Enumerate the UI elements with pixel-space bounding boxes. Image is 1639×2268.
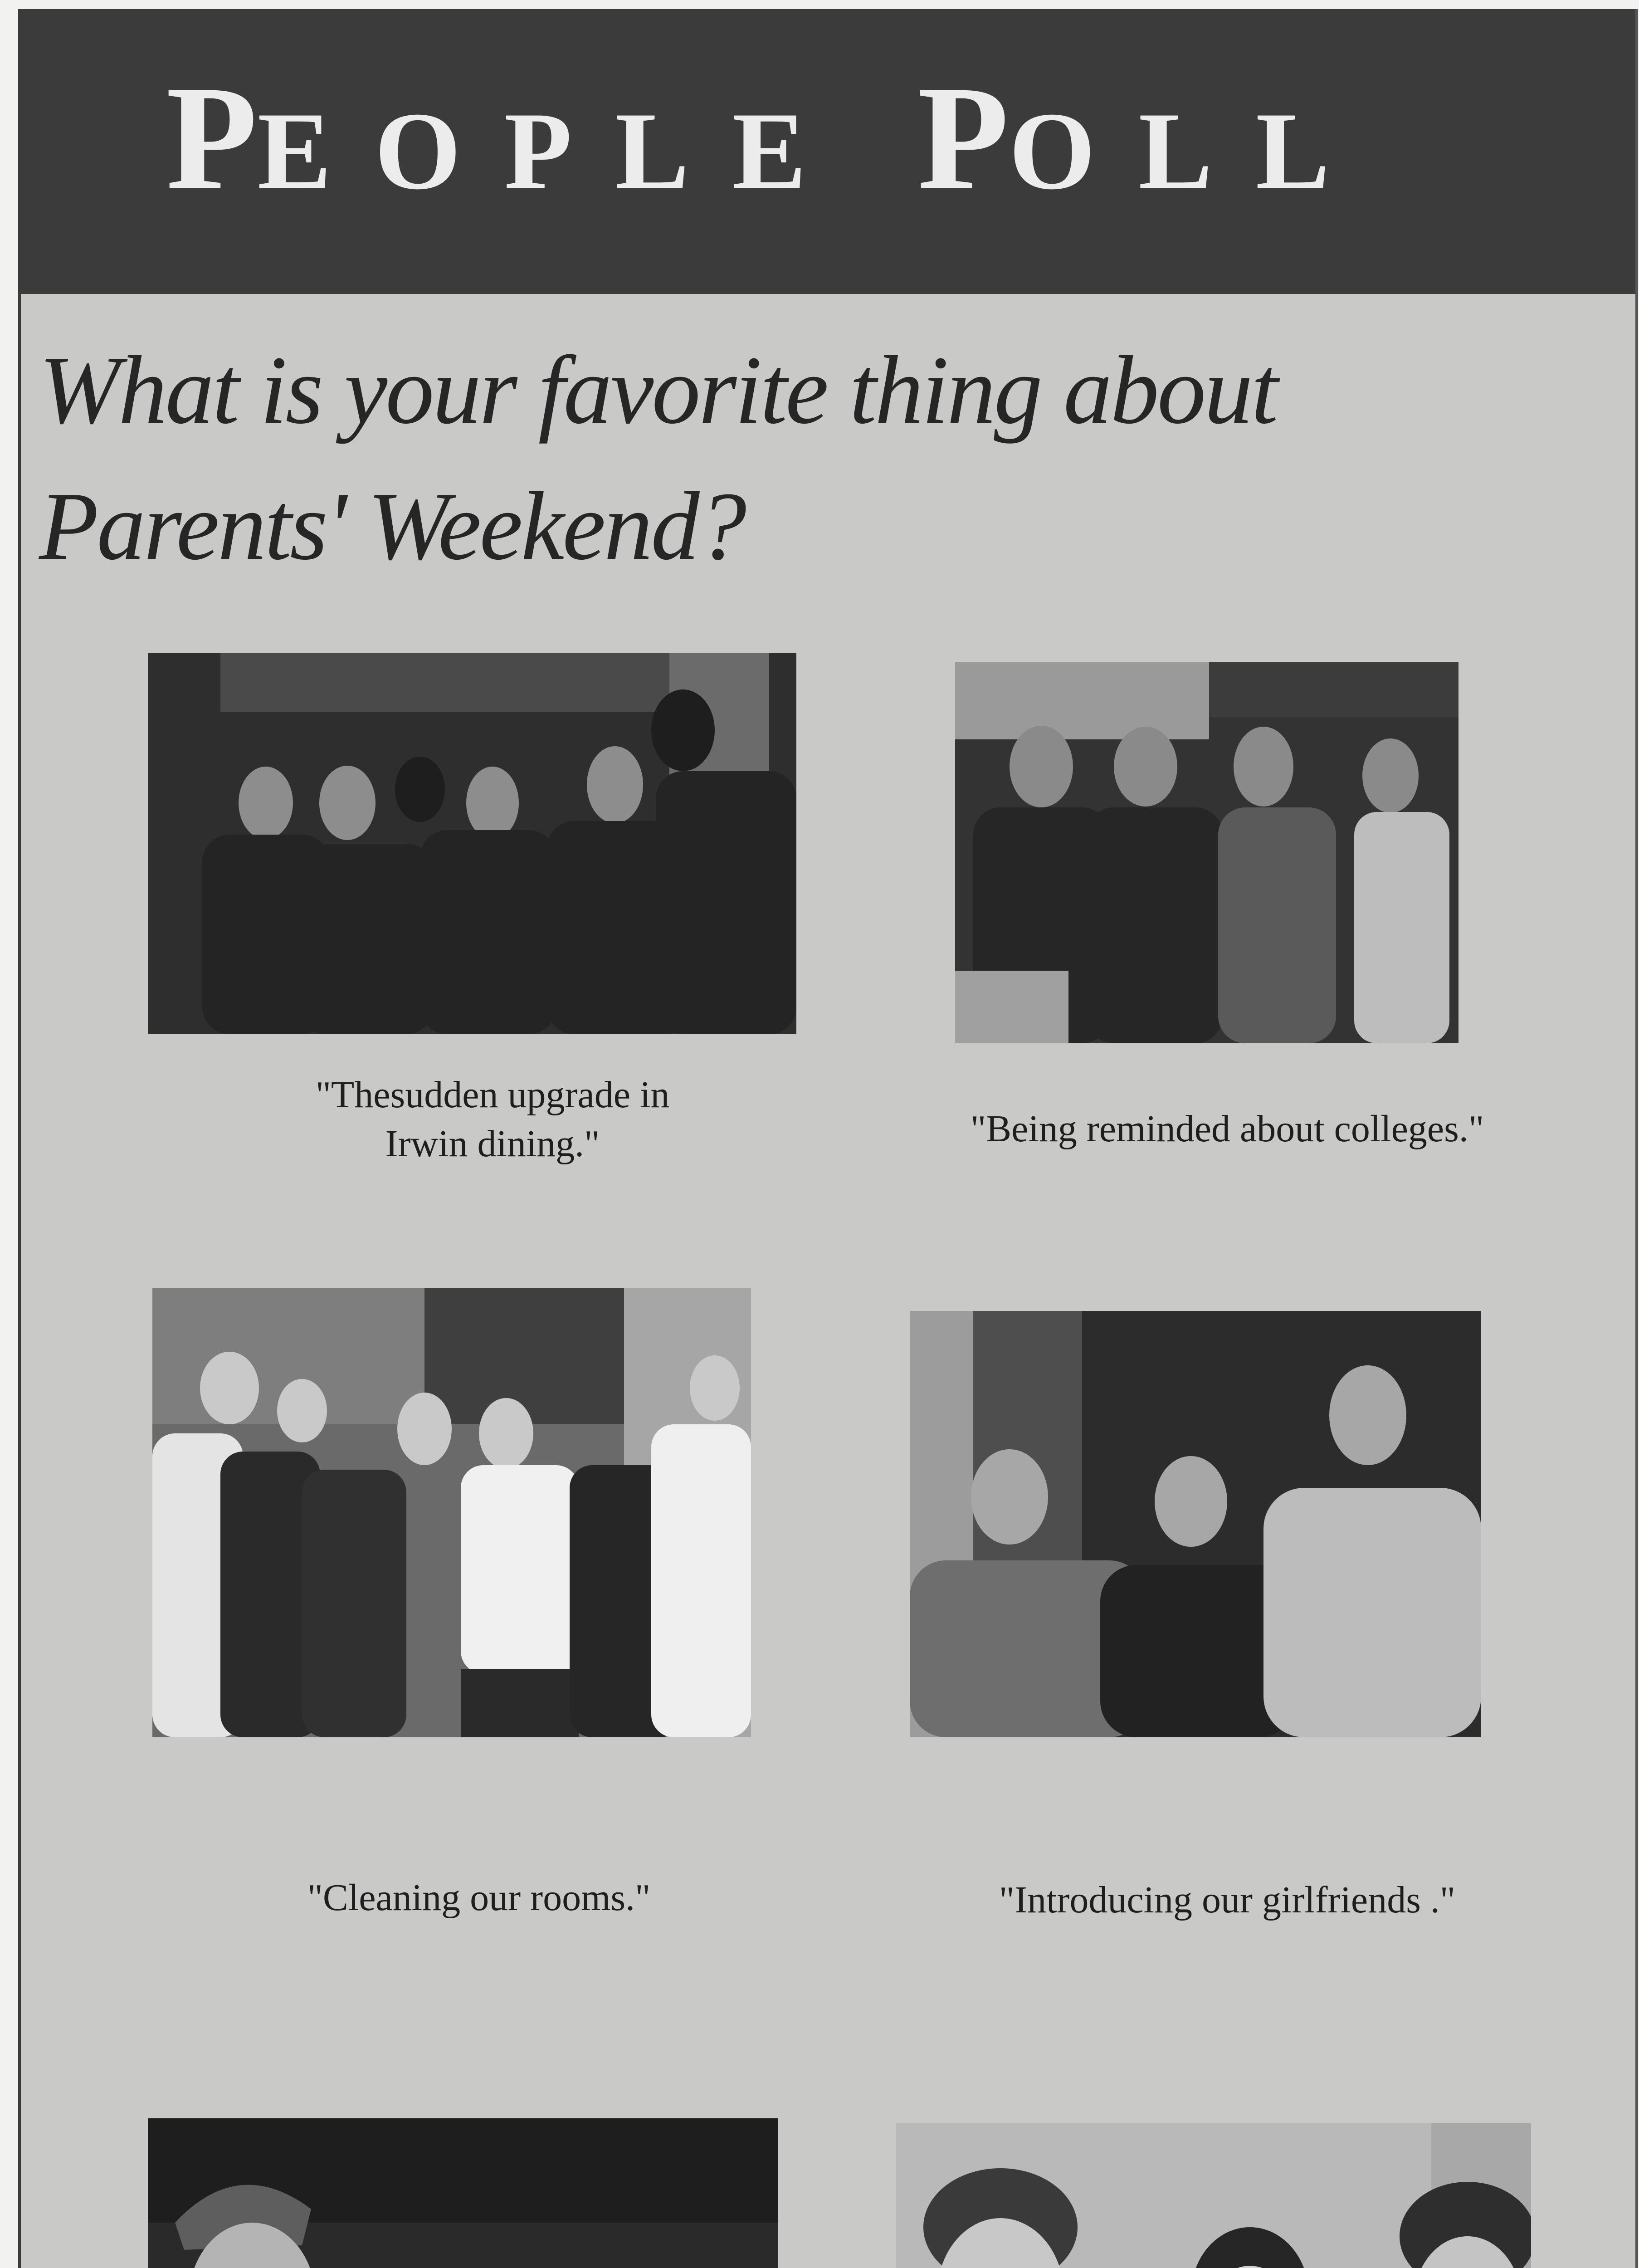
photo-3 <box>152 1288 751 1737</box>
caption-2 <box>883 1105 1572 1154</box>
caption-4-text: "Introducing our girlfriends ." <box>999 1879 1456 1921</box>
caption-1-line-1: "Thesudden upgrade in <box>315 1074 670 1116</box>
caption-4 <box>883 1876 1572 1925</box>
title-word-people: PEOPLE <box>166 55 850 221</box>
photo-2 <box>955 662 1459 1043</box>
page-title <box>166 55 1373 221</box>
newspaper-page <box>18 9 1638 2268</box>
photo-6 <box>896 2123 1531 2268</box>
photo-5 <box>148 2118 778 2268</box>
poll-question: What is your favorite thing about Parents' Weekend? <box>39 336 1277 580</box>
caption-3 <box>157 1873 801 1922</box>
title-banner <box>21 9 1635 294</box>
photo-1 <box>148 653 796 1034</box>
caption-1-line-2: Irwin dining." <box>385 1123 600 1165</box>
caption-3-text: "Cleaning our rooms." <box>307 1877 651 1919</box>
title-word-poll: POLL <box>917 55 1373 221</box>
photo-4 <box>910 1311 1481 1737</box>
caption-2-text: "Being reminded about colleges." <box>970 1108 1484 1150</box>
caption-1 <box>193 1070 792 1168</box>
